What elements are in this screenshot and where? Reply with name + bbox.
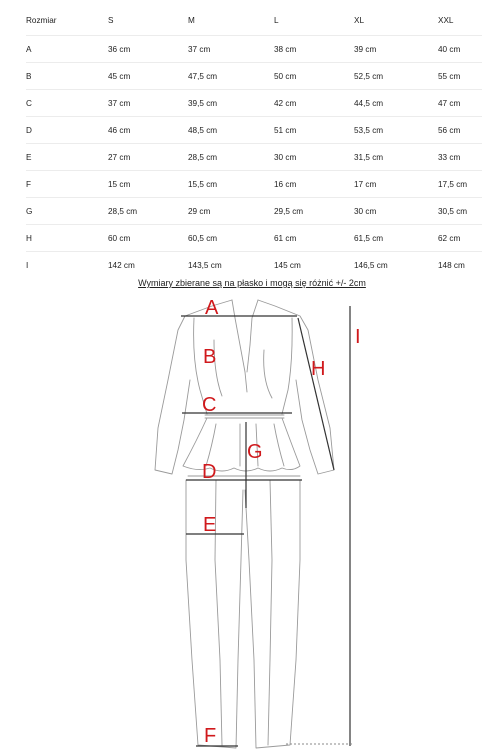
label-d: D (202, 461, 217, 483)
table-cell: 51 cm (274, 117, 354, 144)
label-h: H (311, 358, 326, 380)
jacket-outline (155, 300, 334, 474)
table-cell: 40 cm (438, 36, 482, 63)
table-cell: 38 cm (274, 36, 354, 63)
header-cell: Rozmiar (26, 5, 108, 36)
table-cell: H (26, 225, 108, 252)
table-cell: F (26, 171, 108, 198)
table-cell: 146,5 cm (354, 260, 388, 270)
table-cell: 28,5 cm (188, 144, 274, 171)
table-cell: G (26, 198, 108, 225)
table-cell: 42 cm (274, 90, 354, 117)
table-cell: 29,5 cm (274, 198, 354, 225)
table-cell: E (26, 144, 108, 171)
measurement-note: Wymiary zbierane są na płasko i mogą się różnić +/- 2cm (138, 278, 366, 288)
table-cell: 60,5 cm (188, 225, 274, 252)
table-cell: 50 cm (274, 63, 354, 90)
table-cell: 28,5 cm (108, 198, 188, 225)
table-cell: 48,5 cm (188, 117, 274, 144)
table-cell: 33 cm (438, 144, 482, 171)
table-cell: 53,5 cm (354, 117, 438, 144)
table-cell: 39 cm (354, 36, 438, 63)
label-f: F (204, 725, 217, 747)
table-cell: 16 cm (274, 171, 354, 198)
table-cell: D (26, 117, 108, 144)
table-cell: 30,5 cm (438, 198, 482, 225)
table-row (26, 171, 482, 198)
table-cell: 17,5 cm (438, 171, 482, 198)
table-cell: 148 cm (438, 260, 465, 270)
table-cell: 47,5 cm (188, 63, 274, 90)
table-cell: 61 cm (274, 225, 354, 252)
table-cell: 37 cm (108, 90, 188, 117)
table-cell: A (26, 36, 108, 63)
size-table (26, 5, 482, 278)
table-cell: 61,5 cm (354, 225, 438, 252)
table-cell: 46 cm (108, 117, 188, 144)
table-cell: 143,5 cm (188, 260, 222, 270)
label-a: A (205, 297, 219, 319)
table-cell: 60 cm (108, 225, 188, 252)
table-cell: 45 cm (108, 63, 188, 90)
table-cell: 36 cm (108, 36, 188, 63)
label-g: G (247, 441, 263, 463)
table-row (26, 225, 482, 252)
table-row (26, 144, 482, 171)
table-cell: 15 cm (108, 171, 188, 198)
table-row (26, 117, 482, 144)
table-row (26, 198, 482, 225)
garment-diagram (0, 290, 504, 756)
header-cell: S (108, 5, 188, 36)
header-cell: XXL (438, 5, 482, 36)
table-cell: 55 cm (438, 63, 482, 90)
table-cell: 30 cm (354, 198, 438, 225)
table-row (26, 63, 482, 90)
table-cell: 29 cm (188, 198, 274, 225)
table-header-row (26, 5, 482, 36)
label-b: B (203, 346, 217, 368)
label-e: E (203, 514, 217, 536)
label-i: I (355, 326, 361, 348)
header-cell: L (274, 5, 354, 36)
table-cell: 47 cm (438, 90, 482, 117)
table-row (26, 36, 482, 63)
table-cell: 17 cm (354, 171, 438, 198)
table-cell: 30 cm (274, 144, 354, 171)
table-cell: 39,5 cm (188, 90, 274, 117)
table-cell: 37 cm (188, 36, 274, 63)
header-cell: M (188, 5, 274, 36)
table-cell: 15,5 cm (188, 171, 274, 198)
table-cell: 27 cm (108, 144, 188, 171)
table-cell: B (26, 63, 108, 90)
header-cell: XL (354, 5, 438, 36)
label-c: C (202, 394, 217, 416)
table-row (26, 90, 482, 117)
table-cell: 62 cm (438, 225, 482, 252)
table-cell: 31,5 cm (354, 144, 438, 171)
table-cell: 142 cm (108, 260, 135, 270)
table-cell: 44,5 cm (354, 90, 438, 117)
table-cell: C (26, 90, 108, 117)
table-cell: 56 cm (438, 117, 482, 144)
table-cell: I (26, 260, 29, 270)
table-row (26, 252, 482, 279)
table-cell: 52,5 cm (354, 63, 438, 90)
table-cell: 145 cm (274, 260, 301, 270)
